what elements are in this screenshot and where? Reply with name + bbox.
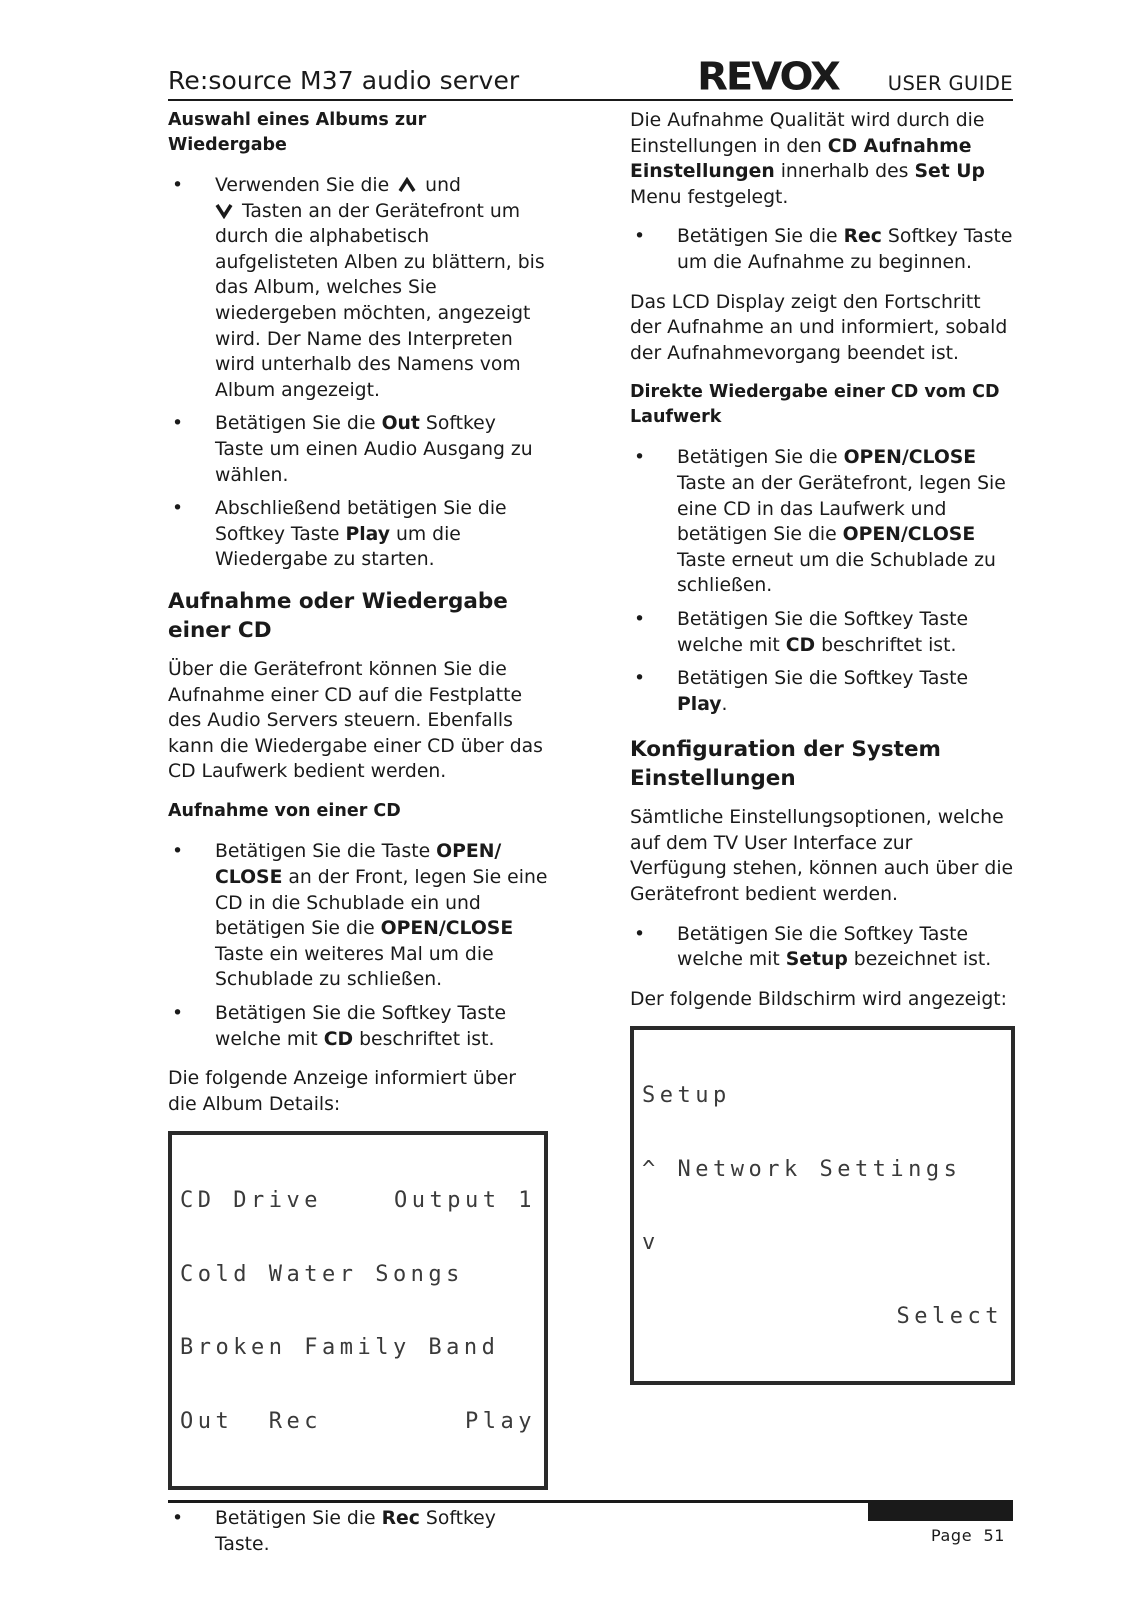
- lcd-line: Out Rec Play: [180, 1408, 536, 1434]
- bullet: •: [172, 1002, 184, 1024]
- rec-start-list: [630, 224, 1015, 275]
- subheading-album-selection: Auswahl eines Albums zur Wiedergabe: [168, 110, 427, 155]
- lcd-line: Select: [896, 1303, 1003, 1329]
- lcd-line: Setup: [642, 1083, 731, 1109]
- paragraph: Der folgende Bildschirm wird angezeigt:: [630, 988, 1007, 1010]
- lcd-line: CD Drive Output 1: [180, 1188, 536, 1214]
- paragraph: Über die Gerätefront können Sie die Aufnahme einer CD auf die Festplatte des Audio Servers steuern. Ebenfalls kann die Wiedergabe einer CD über das CD Laufwerk bedient werden.: [168, 658, 543, 783]
- left-column: [168, 108, 548, 1572]
- bullet: •: [634, 923, 646, 945]
- page-number: Page 51: [931, 1526, 1006, 1545]
- list-item: • Abschließend betätigen Sie die Softkey Taste Play um die Wiedergabe zu starten.: [172, 498, 507, 571]
- list-item: • Betätigen Sie die Softkey Taste welche mit CD beschriftet ist.: [634, 608, 969, 656]
- section-heading-record-play-cd: Aufnahme oder Wiedergabe einer CD: [168, 588, 508, 643]
- album-selection-list: [168, 173, 548, 573]
- bullet: •: [172, 841, 184, 863]
- header-rule: [168, 99, 1013, 101]
- document-title: Re:source M37 audio server: [168, 66, 520, 95]
- list-item: • Betätigen Sie die Rec Softkey Taste.: [172, 1508, 496, 1555]
- list-item: • Verwenden Sie die und Tasten an der Gerätefront um durch die alphabetisch aufgelisteten Alben zu blättern, bis das Album, welches Sie wiedergeben möchten, angezeigt wird. Der Name des Interpreten wird unterhalb des Namens vom Album angezeigt.: [172, 175, 545, 401]
- lcd-line: v: [642, 1230, 660, 1256]
- list-item: • Betätigen Sie die Softkey Taste welche mit Setup bezeichnet ist.: [634, 923, 992, 971]
- arrow-down-icon: [215, 203, 233, 219]
- lcd-line: Cold Water Songs: [180, 1261, 464, 1287]
- revox-logo: [664, 58, 872, 96]
- bullet: •: [634, 226, 646, 248]
- footer-tab: [868, 1503, 1013, 1521]
- paragraph: Das LCD Display zeigt den Fortschritt der Aufnahme an und informiert, sobald der Aufnahmevorgang beendet ist.: [630, 291, 1008, 364]
- lcd-display-setup: [630, 1026, 1015, 1385]
- setup-softkey-list: [630, 922, 1015, 973]
- list-item: • Betätigen Sie die Softkey Taste Play.: [634, 668, 969, 715]
- lcd-line: Broken Family Band: [180, 1335, 500, 1361]
- list-item: • Betätigen Sie die Out Softkey Taste um einen Audio Ausgang zu wählen.: [172, 413, 533, 486]
- arrow-up-icon: [398, 177, 416, 193]
- right-column: [630, 108, 1015, 1401]
- list-item: • Betätigen Sie die Softkey Taste welche mit CD beschriftet ist.: [172, 1002, 507, 1050]
- section-heading-system-config: Konfiguration der System Einstellungen: [630, 737, 941, 792]
- direct-playback-list: [630, 445, 1015, 717]
- lcd-line: ^ Network Settings: [642, 1156, 962, 1182]
- bullet: •: [634, 447, 646, 469]
- bullet: •: [172, 413, 184, 435]
- rec-softkey-list: [168, 1506, 548, 1557]
- list-item: • Betätigen Sie die OPEN/CLOSE Taste an der Gerätefront, legen Sie eine CD in das Laufwerk und betätigen Sie die OPEN/CLOSE Taste erneut um die Schublade zu schließen.: [634, 447, 1006, 597]
- svg-text:REVOX: REVOX: [697, 58, 839, 96]
- record-cd-list: [168, 839, 548, 1052]
- page-header: [168, 58, 1013, 102]
- list-item: • Betätigen Sie die Rec Softkey Taste um die Aufnahme zu beginnen.: [634, 226, 1013, 273]
- bullet: •: [634, 668, 646, 690]
- user-guide-label: USER GUIDE: [887, 72, 1013, 95]
- subheading-direct-playback: Direkte Wiedergabe einer CD vom CD Laufwerk: [630, 382, 1000, 427]
- bullet: •: [172, 175, 184, 196]
- lcd-display-album-details: [168, 1131, 548, 1490]
- bullet: •: [172, 498, 184, 520]
- list-item: • Betätigen Sie die Taste OPEN/ CLOSE an der Front, legen Sie eine CD in die Schublade ein und betätigen Sie die OPEN/CLOSE Taste ein weiteres Mal um die Schublade zu schließen.: [172, 841, 548, 991]
- bullet: •: [172, 1508, 184, 1530]
- paragraph: Die Aufnahme Qualität wird durch die Einstellungen in den CD Aufnahme Einstellungen innerhalb des Set Up Menu festgelegt.: [630, 110, 985, 208]
- bullet: •: [634, 608, 646, 630]
- paragraph: Die folgende Anzeige informiert über die Album Details:: [168, 1068, 517, 1115]
- paragraph: Sämtliche Einstellungsoptionen, welche auf dem TV User Interface zur Verfügung stehen, können auch über die Gerätefront bedient werden.: [630, 807, 1014, 906]
- subheading-record-cd: Aufnahme von einer CD: [168, 800, 401, 821]
